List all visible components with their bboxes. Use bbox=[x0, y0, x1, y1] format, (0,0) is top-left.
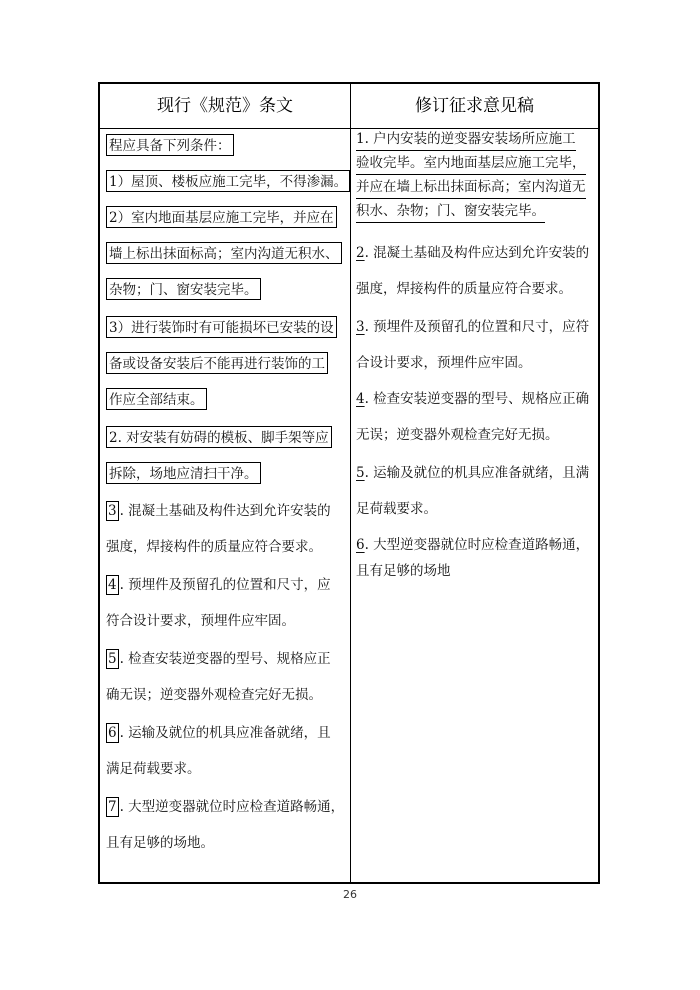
comparison-table bbox=[98, 82, 600, 884]
clause-line: 作应全部结束。 bbox=[106, 388, 207, 410]
item-number: 3 bbox=[108, 503, 117, 519]
clause-item-4: 4 . 预埋件及预留孔的位置和尺寸，应 bbox=[108, 577, 331, 593]
item-number: 5 bbox=[356, 465, 365, 481]
clause-line: 杂物；门、窗安装完毕。 bbox=[106, 278, 261, 300]
clause-item-6: 6 . 运输及就位的机具应准备就绪，且 bbox=[108, 725, 331, 741]
item-number: 7 bbox=[108, 799, 117, 815]
clause-line: 程应具备下列条件： bbox=[106, 134, 234, 156]
draft-line: 合设计要求，预埋件应牢固。 bbox=[356, 355, 532, 371]
clause-line: 确无误；逆变器外观检查完好无损。 bbox=[106, 687, 322, 703]
draft-line: 且有足够的场地 bbox=[356, 563, 451, 579]
item-number: 4 bbox=[356, 391, 365, 407]
header-revised-draft: 修订征求意见稿 bbox=[415, 96, 534, 116]
clause-item-7: 7 . 大型逆变器就位时应检查道路畅通， bbox=[108, 799, 345, 815]
clause-line: 3）进行装饰时有可能损坏已安装的设 bbox=[106, 316, 337, 338]
column-divider bbox=[350, 84, 351, 882]
page-number: 26 bbox=[343, 888, 357, 901]
clause-item-3: 3 . 混凝土基础及构件达到允许安装的 bbox=[108, 503, 331, 519]
item-number: 4 bbox=[108, 577, 117, 593]
draft-line: 积水、杂物；门、窗安装完毕。 bbox=[356, 200, 545, 223]
draft-line: 足荷载要求。 bbox=[356, 501, 437, 517]
draft-line: 并应在墙上标出抹面标高；室内沟道无 bbox=[356, 176, 586, 199]
clause-line: 备或设备安装后不能再进行装饰的工 bbox=[106, 352, 328, 374]
clause-line: 2）室内地面基层应施工完毕，并应在 bbox=[106, 206, 337, 228]
item-number: 2 bbox=[356, 245, 365, 261]
clause-line: 2. 对安装有妨碍的模板、脚手架等应 bbox=[106, 426, 332, 448]
draft-item-3: 3. 预埋件及预留孔的位置和尺寸，应符 bbox=[356, 319, 590, 335]
clause-line: 满足荷载要求。 bbox=[106, 761, 201, 777]
draft-item-2: 2. 混凝土基础及构件应达到允许安装的 bbox=[356, 245, 590, 261]
draft-item-5: 5. 运输及就位的机具应准备就绪，且满 bbox=[356, 465, 590, 481]
clause-item-5: 5 . 检查安装逆变器的型号、规格应正 bbox=[108, 651, 331, 667]
item-number: 5 bbox=[108, 651, 117, 667]
item-number: 3 bbox=[356, 319, 365, 335]
clause-line: 拆除，场地应清扫干净。 bbox=[106, 462, 261, 484]
header-current-clause: 现行《规范》条文 bbox=[157, 96, 293, 116]
clause-line: 符合设计要求，预埋件应牢固。 bbox=[106, 613, 295, 629]
item-number: 6 bbox=[108, 725, 117, 741]
draft-line: 验收完毕。室内地面基层应施工完毕， bbox=[356, 152, 586, 175]
draft-line: 无误；逆变器外观检查完好无损。 bbox=[356, 427, 559, 443]
clause-line: 墙上标出抹面标高；室内沟道无积水、 bbox=[106, 242, 342, 264]
table-header bbox=[100, 84, 598, 129]
draft-line: 1. 户内安装的逆变器安装场所应施工 bbox=[356, 128, 576, 151]
item-number: 6 bbox=[356, 537, 365, 553]
clause-line: 且有足够的场地。 bbox=[106, 835, 214, 851]
draft-line: 强度，焊接构件的质量应符合要求。 bbox=[356, 281, 572, 297]
clause-line: 1）屋顶、楼板应施工完毕，不得渗漏。 bbox=[106, 170, 350, 192]
draft-item-4: 4. 检查安装逆变器的型号、规格应正确 bbox=[356, 391, 590, 407]
clause-line: 强度，焊接构件的质量应符合要求。 bbox=[106, 539, 322, 555]
draft-item-6: 6. 大型逆变器就位时应检查道路畅通， bbox=[356, 537, 590, 553]
